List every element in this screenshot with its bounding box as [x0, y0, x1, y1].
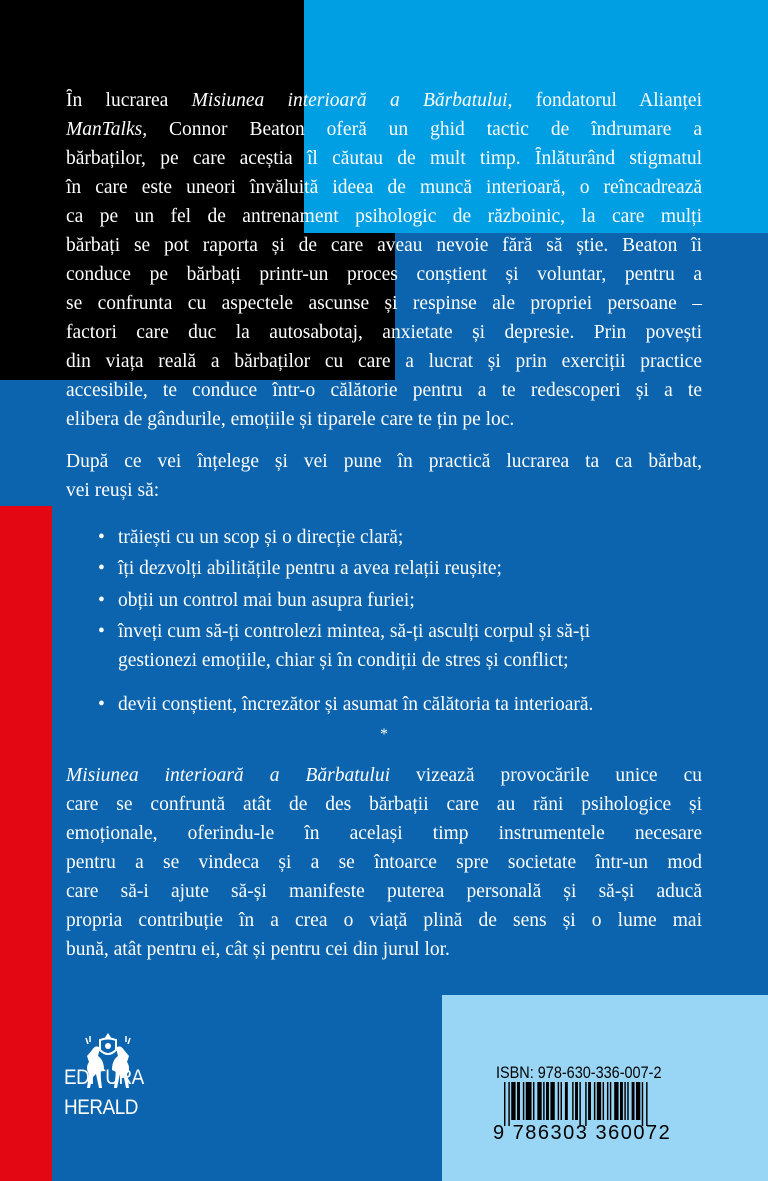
barcode-bar [526, 1082, 532, 1120]
barcode-digits: 9 786303 360072 [493, 1122, 672, 1144]
text-line: factori care duc la autosabotaj, anxietate și depresie. Prin povești [66, 322, 702, 343]
publisher-name-line1: EDITURA [64, 1066, 144, 1089]
text-line: emoționale, oferindu-le în același timp instrumentele necesare [66, 823, 702, 844]
text-line: care să-i ajute să-și manifeste puterea personală și să-și aducă [66, 881, 702, 902]
text-line: care se confruntă atât de des bărbații care au răni psihologice și [66, 794, 702, 815]
barcode-bar [537, 1082, 541, 1120]
barcode-bar [517, 1082, 520, 1120]
barcode-bar [646, 1082, 647, 1126]
bullet-item [118, 523, 403, 552]
barcode-bar [575, 1082, 578, 1120]
barcode-bar [597, 1082, 601, 1120]
barcode-bar [585, 1082, 586, 1126]
closing-paragraph [66, 761, 702, 964]
barcode-bar [627, 1082, 628, 1120]
red-strip [0, 506, 52, 1181]
barcode-bar [546, 1082, 549, 1120]
barcode-bar [523, 1082, 524, 1120]
barcode-bar [504, 1082, 505, 1126]
text-line: se confrunta cu aspectele ascunse și respinse ale propriei persoane – [66, 293, 702, 314]
barcode-bar [550, 1082, 554, 1120]
lead-paragraph [66, 447, 702, 505]
bullet-item [118, 690, 593, 719]
text-line: elibera de gândurile, emoțiile și tiparele care te țin pe loc. [66, 409, 515, 430]
bullet-text: • îți dezvolți abilitățile pentru a avea relații reușite; [118, 558, 502, 579]
barcode-bar [572, 1082, 573, 1120]
text-line: vei reuși să: [66, 480, 160, 501]
barcode-bar [624, 1082, 625, 1120]
text-line: După ce vei înțelege și vei pune în practică lucrarea ta ca bărbat, [66, 451, 702, 472]
text-line: Ȋn lucrarea Misiunea interioară a Bărbatului, fondatorul Alianței [66, 90, 702, 111]
barcode-bar [603, 1082, 604, 1120]
barcode-bar [614, 1082, 618, 1120]
text-line: bărbaților, pe care aceștia îl căutau de mult timp. Ȋnlăturând stigmatul [66, 148, 702, 169]
bullet-item [118, 617, 590, 675]
barcode-bar [642, 1082, 643, 1126]
text-line: din viața reală a bărbaților cu care a lucrat și prin exerciții practice [66, 351, 702, 372]
barcode-bar [511, 1082, 515, 1120]
barcode-bar [565, 1082, 568, 1120]
text-line: bună, atât pentru ei, cât și pentru cei din jurul lor. [66, 939, 450, 960]
barcode-bar [579, 1082, 580, 1126]
barcode-bar [594, 1082, 595, 1120]
barcode-bar [636, 1082, 640, 1120]
bullet-text: • trăiești cu un scop și o direcție clară; [118, 527, 404, 548]
barcode-bar [632, 1082, 635, 1120]
text-line: propria contribuție în a crea o viață plină de sens și o lume mai [66, 910, 702, 931]
barcode-bar [508, 1082, 509, 1126]
text-line: ManTalks, Connor Beaton oferă un ghid tactic de îndrumare a [66, 119, 702, 140]
barcode [504, 1082, 694, 1126]
barcode-bar [558, 1082, 559, 1120]
bullet-text: • obții un control mai bun asupra furiei; [118, 590, 415, 611]
text-line: accesibile, te conduce într-o călătorie pentru a te redescoperi și a te [66, 380, 702, 401]
barcode-bar [543, 1082, 544, 1120]
barcode-bar [533, 1082, 534, 1120]
intro-paragraph [66, 86, 702, 434]
separator: * [380, 726, 388, 743]
barcode-bar [588, 1082, 591, 1120]
text-line: bărbați se pot raporta și de care aveau nevoie fără să știe. Beaton îi [66, 235, 702, 256]
bullet-item [118, 586, 415, 615]
text-line: pentru a se vindeca și a se întoarce spre societate într-un mod [66, 852, 702, 873]
text-line: în care este uneori învăluită ideea de muncă interioară, o reîncadrează [66, 177, 702, 198]
barcode-bar [620, 1082, 623, 1120]
bullet-text: • înveți cum să-ți controlezi mintea, să-ți asculți corpul și să-ți [118, 621, 591, 642]
bullet-item [118, 554, 502, 583]
barcode-bar [561, 1082, 562, 1120]
text-line: ca pe un fel de antrenament psihologic de războinic, la care mulți [66, 206, 702, 227]
text-line: conduce pe bărbați printr-un proces conștient și voluntar, pentru a [66, 264, 702, 285]
publisher-name-line2: HERALD [64, 1096, 138, 1119]
isbn-label: ISBN: 978-630-336-007-2 [496, 1063, 662, 1082]
barcode-bar [607, 1082, 608, 1120]
bullet-text: • devii conștient, încrezător și asumat în călătoria ta interioară. [118, 694, 594, 715]
barcode-bar [610, 1082, 611, 1120]
text-line: Misiunea interioară a Bărbatului vizează provocările unice cu [66, 765, 702, 786]
bullet-text: gestionezi emoțiile, chiar și în condiții de stres și conflict; [118, 650, 569, 671]
